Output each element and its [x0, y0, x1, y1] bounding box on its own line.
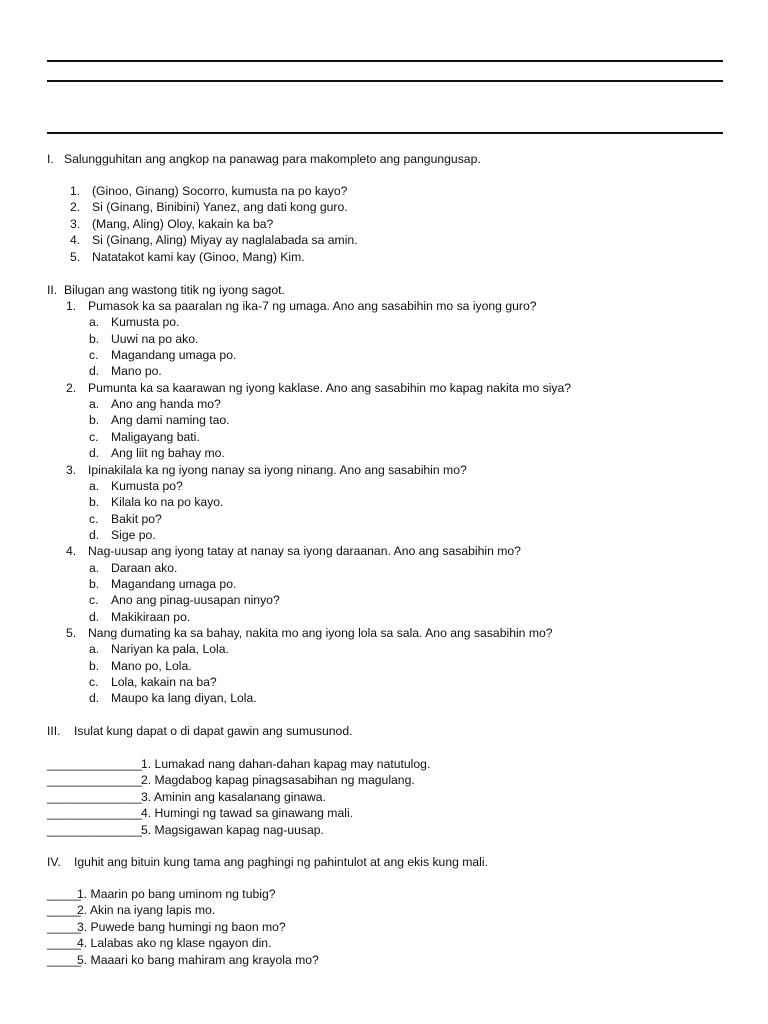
choice-text: Ano ang handa mo?: [111, 397, 221, 412]
item-text: Si (Ginang, Aling) Miyay ay naglalabada sa amin.: [92, 233, 358, 248]
choice-text: Mano po.: [111, 364, 162, 379]
section3-item: [47, 805, 353, 821]
answer-blank: ______________: [47, 789, 142, 804]
choice-letter: c.: [89, 348, 99, 363]
choice-letter: d.: [89, 527, 100, 542]
choice-letter: b.: [89, 658, 100, 673]
choice-letter: d.: [89, 364, 100, 379]
header-rule-3: [47, 132, 723, 134]
section2-question: [66, 543, 521, 559]
choice-item: [89, 347, 236, 363]
choice-item: [89, 641, 229, 657]
section3-item: [47, 789, 326, 805]
choice-letter: c.: [89, 675, 99, 690]
choice-text: Ang liit ng bahay mo.: [111, 446, 225, 461]
item-number: 4.: [70, 233, 81, 248]
section2-numeral: II.: [47, 283, 58, 297]
section4-item: [47, 952, 319, 968]
question-number: 5.: [66, 626, 77, 640]
choice-text: Ang dami naming tao.: [111, 413, 230, 428]
choice-letter: a.: [89, 478, 100, 493]
choice-letter: c.: [89, 429, 99, 444]
answer-blank: ______________: [47, 806, 142, 821]
choice-text: Kilala ko na po kayo.: [111, 495, 224, 510]
answer-blank: _____: [47, 903, 81, 918]
section2-question: [66, 298, 537, 314]
choice-item: [89, 658, 192, 674]
choice-item: [89, 527, 156, 543]
question-text: Nang dumating ka sa bahay, nakita mo ang iyong lola sa sala. Ano ang sasabihin mo?: [88, 626, 553, 640]
section2-question: [66, 380, 571, 396]
choice-text: Lola, kakain na ba?: [111, 675, 217, 690]
answer-blank: _____: [47, 952, 81, 967]
section1-heading: [47, 151, 481, 167]
header-rule-1: [47, 60, 723, 62]
choice-letter: b.: [89, 495, 100, 510]
choice-item: [89, 314, 179, 330]
choice-item: [89, 511, 162, 527]
answer-blank: _____: [47, 936, 81, 951]
section2-question: [66, 462, 467, 478]
choice-item: [89, 592, 280, 608]
section1-item: [70, 232, 358, 248]
choice-letter: d.: [89, 691, 100, 706]
question-text: Nag-uusap ang iyong tatay at nanay sa iyong daraanan. Ano ang sasabihin mo?: [88, 544, 521, 559]
choice-text: Sige po.: [111, 527, 156, 542]
item-text: 3. Puwede bang humingi ng baon mo?: [77, 919, 286, 934]
question-number: 4.: [66, 544, 77, 559]
section4-item: [47, 935, 271, 951]
item-number: 1.: [70, 184, 81, 198]
item-text: 1. Maarin po bang uminom ng tubig?: [77, 887, 276, 901]
choice-text: Mano po, Lola.: [111, 658, 192, 673]
answer-blank: ______________: [47, 822, 142, 837]
choice-text: Magandang umaga po.: [111, 348, 237, 363]
section1-item: [70, 216, 273, 232]
question-number: 3.: [66, 462, 77, 477]
section1-instruction: Salungguhitan ang angkop na panawag para makompleto ang pangungusap.: [64, 152, 481, 166]
question-number: 1.: [66, 299, 77, 313]
section4-item: [47, 902, 215, 918]
choice-item: [89, 478, 183, 494]
choice-item: [89, 674, 217, 690]
item-text: (Mang, Aling) Oloy, kakain ka ba?: [92, 216, 274, 231]
section3-item: [47, 756, 430, 772]
answer-blank: _____: [47, 919, 81, 934]
choice-letter: b.: [89, 576, 100, 591]
choice-text: Bakit po?: [111, 511, 162, 526]
item-number: 5.: [70, 249, 81, 264]
item-text: 1. Lumakad nang dahan-dahan kapag may natutulog.: [141, 757, 431, 771]
item-text: 2. Akin na iyang lapis mo.: [77, 903, 216, 918]
choice-letter: a.: [89, 642, 100, 657]
question-text: Pumasok ka sa paaralan ng ika-7 ng umaga. Ano ang sasabihin mo sa iyong guro?: [88, 299, 537, 313]
choice-item: [89, 396, 221, 412]
choice-text: Kumusta po.: [111, 315, 180, 330]
choice-item: [89, 363, 162, 379]
choice-letter: a.: [89, 397, 100, 412]
choice-text: Magandang umaga po.: [111, 576, 237, 591]
item-text: 5. Magsigawan kapag nag-uusap.: [141, 822, 324, 837]
item-text: 2. Magdabog kapag pinagsasabihan ng magulang.: [141, 773, 415, 788]
answer-blank: _____: [47, 887, 81, 901]
section2-instruction: Bilugan ang wastong titik ng iyong sagot.: [64, 283, 285, 297]
section2-question: [66, 625, 553, 641]
question-text: Ipinakilala ka ng iyong nanay sa iyong ninang. Ano ang sasabihin mo?: [88, 462, 467, 477]
choice-letter: c.: [89, 593, 99, 608]
question-number: 2.: [66, 380, 77, 395]
choice-text: Nariyan ka pala, Lola.: [111, 642, 229, 657]
choice-text: Maligayang bati.: [111, 429, 200, 444]
section3-item: [47, 822, 324, 838]
section1-numeral: I.: [47, 152, 54, 166]
choice-item: [89, 560, 177, 576]
section4-item: [47, 886, 276, 902]
choice-letter: d.: [89, 609, 100, 624]
choice-text: Makikiraan po.: [111, 609, 191, 624]
choice-item: [89, 331, 198, 347]
choice-item: [89, 412, 230, 428]
item-text: 5. Maaari ko bang mahiram ang krayola mo?: [77, 952, 319, 967]
section3-heading: [47, 723, 352, 739]
choice-letter: c.: [89, 511, 99, 526]
section4-heading: [47, 854, 488, 870]
section1-item: [70, 183, 347, 199]
section1-item: [70, 199, 348, 215]
question-text: Pumunta ka sa kaarawan ng iyong kaklase. Ano ang sasabihin mo kapag nakita mo siya?: [88, 380, 572, 395]
item-text: Si (Ginang, Binibini) Yanez, ang dati kong guro.: [92, 200, 348, 215]
answer-blank: ______________: [47, 773, 142, 788]
choice-item: [89, 494, 223, 510]
choice-letter: b.: [89, 413, 100, 428]
section3-numeral: III.: [47, 724, 61, 738]
header-rule-2: [47, 80, 723, 82]
section1-item: [70, 249, 305, 265]
choice-item: [89, 445, 225, 461]
item-text: (Ginoo, Ginang) Socorro, kumusta na po kayo?: [92, 184, 348, 198]
choice-letter: d.: [89, 446, 100, 461]
section3-instruction: Isulat kung dapat o di dapat gawin ang sumusunod.: [74, 724, 353, 738]
choice-item: [89, 429, 200, 445]
section4-instruction: Iguhit ang bituin kung tama ang paghingi ng pahintulot at ang ekis kung mali.: [74, 855, 488, 869]
item-number: 3.: [70, 216, 81, 231]
item-text: 3. Aminin ang kasalanang ginawa.: [141, 789, 326, 804]
answer-blank: ______________: [47, 757, 142, 771]
choice-item: [89, 609, 190, 625]
section4-numeral: IV.: [47, 855, 61, 869]
item-text: 4. Humingi ng tawad sa ginawang mali.: [141, 806, 354, 821]
section2-heading: [47, 282, 285, 298]
choice-text: Daraan ako.: [111, 560, 178, 575]
item-text: 4. Lalabas ako ng klase ngayon din.: [77, 936, 272, 951]
choice-text: Ano ang pinag-uusapan ninyo?: [111, 593, 280, 608]
choice-text: Uuwi na po ako.: [111, 331, 199, 346]
choice-item: [89, 576, 236, 592]
choice-letter: a.: [89, 560, 100, 575]
choice-letter: b.: [89, 331, 100, 346]
section3-item: [47, 772, 415, 788]
item-number: 2.: [70, 200, 81, 215]
choice-item: [89, 690, 257, 706]
choice-text: Maupo ka lang diyan, Lola.: [111, 691, 257, 706]
choice-text: Kumusta po?: [111, 478, 183, 493]
choice-letter: a.: [89, 315, 100, 330]
item-text: Natatakot kami kay (Ginoo, Mang) Kim.: [92, 249, 305, 264]
section4-item: [47, 919, 286, 935]
